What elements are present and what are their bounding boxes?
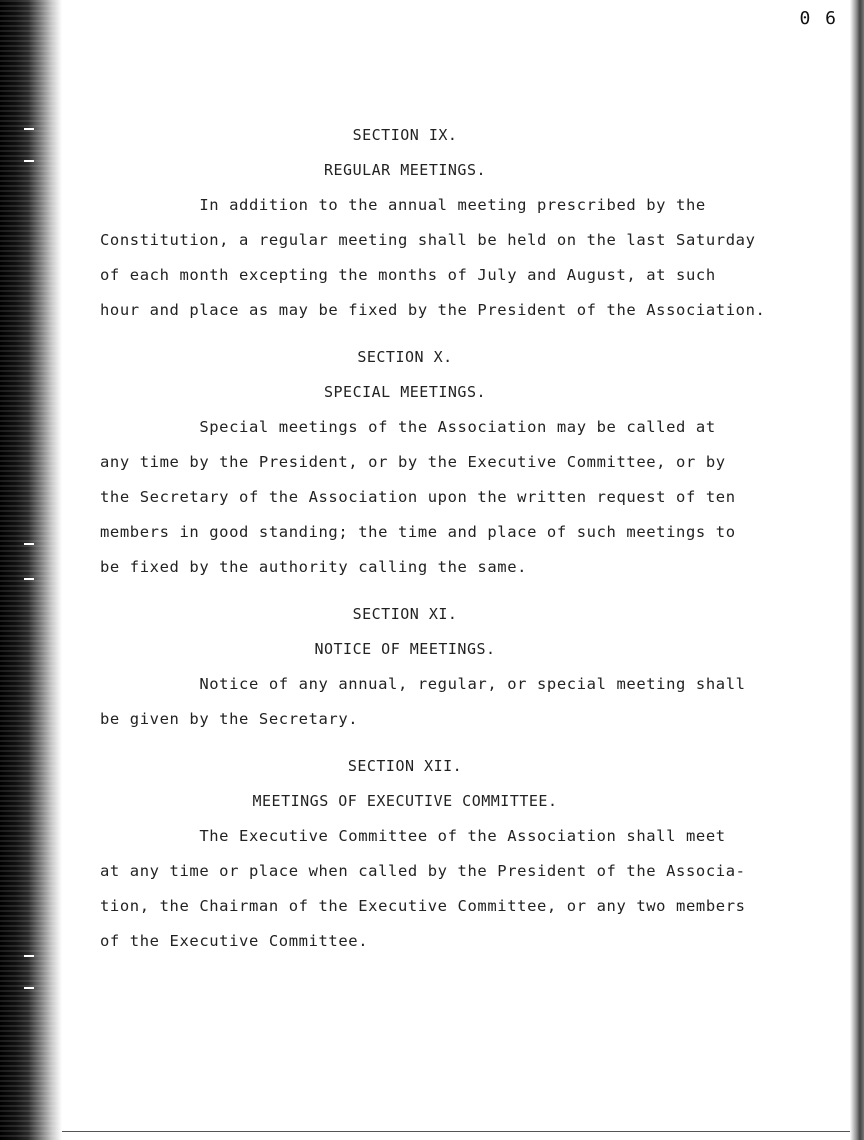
- paragraph-line: The Executive Committee of the Association shall meet: [100, 827, 726, 845]
- section: [100, 340, 800, 585]
- paragraph-line: be given by the Secretary.: [100, 710, 359, 728]
- paragraph-line: at any time or place when called by the President of the Associa-: [100, 862, 746, 880]
- paragraph-line: Special meetings of the Association may be called at: [100, 418, 716, 436]
- section-heading: SECTION IX.: [352, 126, 458, 144]
- binding-hole-mark: [24, 578, 34, 580]
- paragraph-line: hour and place as may be fixed by the President of the Association.: [100, 301, 766, 319]
- binding-hole-mark: [24, 955, 34, 957]
- paragraph-line: of each month excepting the months of July and August, at such: [100, 266, 716, 284]
- section: [100, 118, 800, 328]
- paragraph-line: tion, the Chairman of the Executive Committee, or any two members: [100, 897, 746, 915]
- bottom-edge-line: [62, 1131, 850, 1132]
- section-title: SPECIAL MEETINGS.: [323, 383, 487, 401]
- document-body: [100, 118, 800, 959]
- section-title: MEETINGS OF EXECUTIVE COMMITTEE.: [252, 792, 558, 810]
- paragraph-line: any time by the President, or by the Executive Committee, or by: [100, 453, 726, 471]
- paragraph-line: of the Executive Committee.: [100, 932, 369, 950]
- right-page-edge: [850, 0, 864, 1140]
- section-heading: SECTION X.: [357, 348, 453, 366]
- section: [100, 597, 800, 737]
- paragraph-line: In addition to the annual meeting prescribed by the: [100, 196, 706, 214]
- paragraph-line: be fixed by the authority calling the same.: [100, 558, 528, 576]
- binding-hole-mark: [24, 987, 34, 989]
- paragraph-line: the Secretary of the Association upon the written request of ten: [100, 488, 736, 506]
- paragraph-line: Notice of any annual, regular, or special meeting shall: [100, 675, 746, 693]
- paragraph-line: Constitution, a regular meeting shall be held on the last Saturday: [100, 231, 756, 249]
- section-title: NOTICE OF MEETINGS.: [314, 640, 496, 658]
- section-title: REGULAR MEETINGS.: [323, 161, 487, 179]
- section-heading: SECTION XI.: [352, 605, 458, 623]
- page-number: 0 6: [799, 8, 838, 29]
- binding-hole-mark: [24, 543, 34, 545]
- paragraph-line: members in good standing; the time and place of such meetings to: [100, 523, 736, 541]
- section: [100, 749, 800, 959]
- section-heading: SECTION XII.: [347, 757, 463, 775]
